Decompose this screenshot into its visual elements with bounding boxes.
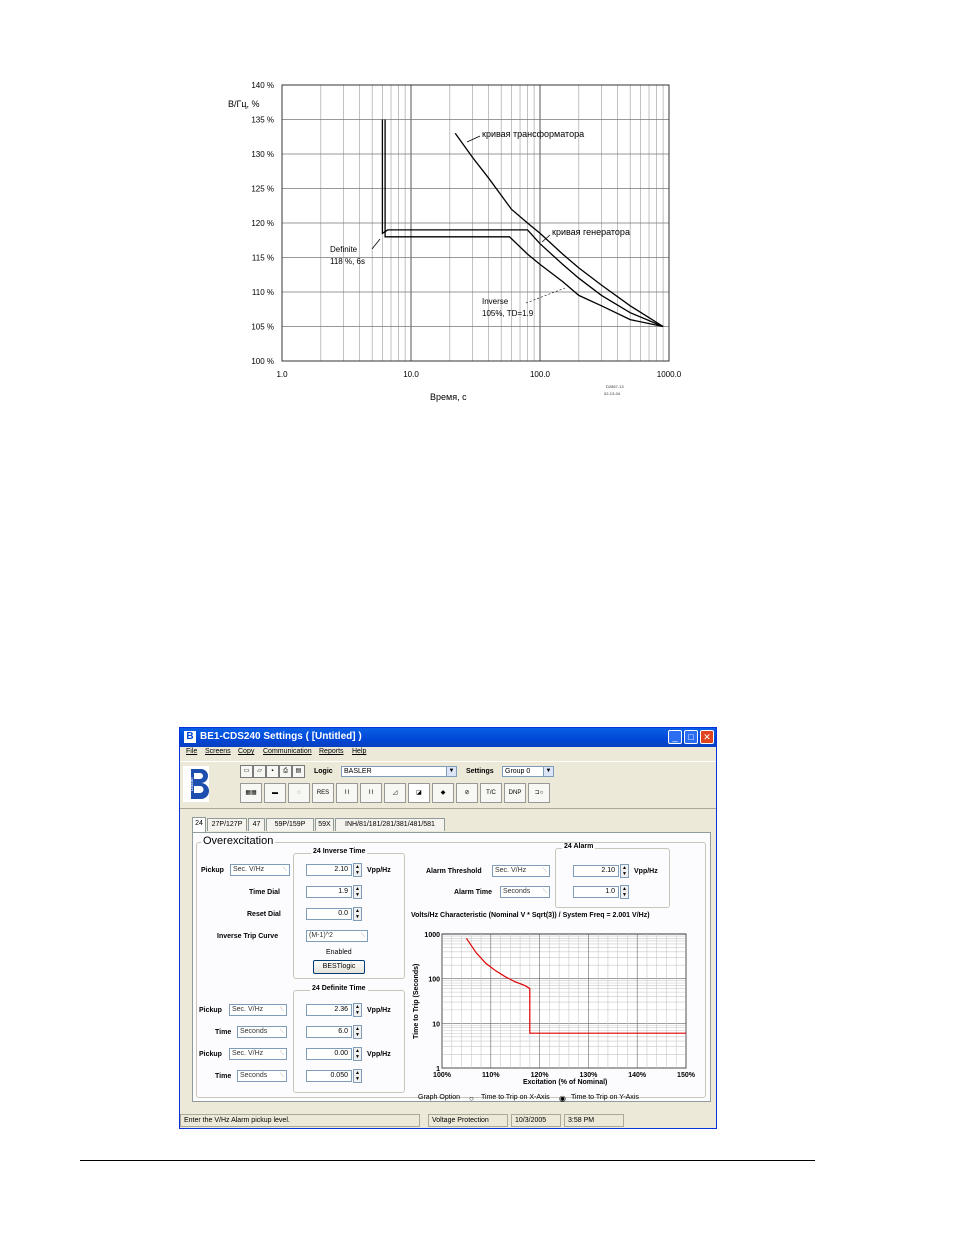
alarm-time-label: Alarm Time [454,889,492,896]
radio-y-axis-icon[interactable]: ◉ [559,1094,566,1103]
transformer-curve-arrow [467,136,480,142]
chart-annotations [330,129,630,318]
definite-time-2-spinner[interactable]: ▲ ▼ [353,1069,362,1083]
menu-communication[interactable]: Communication [263,748,312,755]
status-mode: Voltage Protection [428,1114,508,1127]
inverse-pickup-unit: Vpp/Hz [367,867,391,874]
status-hint: Enter the V/Hz Alarm pickup level. [180,1114,420,1127]
menu-copy[interactable]: Copy [238,748,255,755]
menu-help[interactable]: Help [352,748,367,755]
y-tick-label: 105 % [251,322,274,332]
alarm-time-spinner[interactable]: ▲ ▼ [620,885,629,899]
y-tick-label: 135 % [251,115,274,125]
reset-dial-label: Reset Dial [247,911,281,918]
y-tick-label: 100 % [251,357,274,366]
minimize-button[interactable]: _ [668,730,682,744]
settings-group-select[interactable]: Group 0 ▼ [502,766,554,777]
time-dial-label: Time Dial [249,889,280,896]
status-time: 3:58 PM [564,1114,624,1127]
graph-x-tick-label: 100% [433,1072,451,1079]
graph-plot-area [442,934,686,1068]
graph-x-tick-label: 150% [677,1072,695,1079]
figure-code-date: 02-13-04 [604,391,621,396]
y-tick-label: 140 % [251,81,274,90]
dnp-icon[interactable]: DNP [504,783,526,803]
graph-y-tick-label: 1 [436,1066,440,1073]
radio-x-axis-icon[interactable]: ○ [469,1094,474,1103]
status-bar [180,1114,716,1128]
menu-screens[interactable]: Screens [205,748,231,755]
definite-pickup-1-spinner[interactable]: ▲ ▼ [353,1003,362,1017]
definite-label-line1: Definite [330,245,358,254]
inverse-trip-curve-select[interactable]: (M-1)^2 ⟍ [306,930,368,942]
chevron-down-icon: ▼ [446,767,456,776]
definite-time-title: 24 Definite Time [312,985,366,992]
graph-x-tick-label: 140% [628,1072,647,1079]
y-tick-label: 130 % [251,150,274,159]
chevron-down-icon: ▼ [543,767,553,776]
alarm-group [555,848,670,908]
inverse-pickup-spinner[interactable]: ▲ ▼ [353,863,362,877]
overexcitation-icon[interactable]: ◪ [408,783,430,803]
x-tick-label: 100.0 [529,370,551,379]
graph-option-label: Graph Option [418,1094,461,1101]
transformer-curve-label: кривая трансформатора [482,129,585,139]
definite-pickup-1-label: Pickup [199,1007,222,1014]
menu-reports[interactable]: Reports [319,748,344,755]
reset-icon[interactable]: RES [312,783,334,803]
selector-switch-icon[interactable]: ◌ [288,783,310,803]
tab-27p[interactable]: 27P/127P [207,818,247,831]
definite-time-2-unit-select[interactable]: Seconds ⟍ [237,1070,287,1082]
bestlogic-button[interactable]: BESTlogic [313,960,365,974]
tab-inh-81[interactable]: INH/81/181/281/381/481/581 [335,818,445,831]
overexcitation-heading: Overexcitation [203,835,274,847]
page-footer-rule [80,1160,815,1161]
hardware-module-icon[interactable]: ▬ [264,783,286,803]
y-tick-label: 125 % [251,184,274,194]
graph-plot [424,932,695,1079]
status-date: 10/3/2005 [511,1114,561,1127]
graph-x-tick-label: 130% [579,1072,598,1079]
y-tick-label: 110 % [251,288,274,297]
open-folder-icon[interactable]: ▱ [253,765,266,778]
definite-time-1-spinner[interactable]: ▲ ▼ [353,1025,362,1039]
graph-y-tick-label: 10 [432,1021,440,1029]
overexcitation-curves-chart [0,0,954,420]
alarm-time-input[interactable]: 1.0 [573,886,619,898]
settings-label: Settings [466,768,494,775]
frequency-diagram-icon[interactable]: ◿ [384,783,406,803]
save-disk-icon[interactable]: ▪ [266,765,279,778]
inverse-pickup-label: Pickup [201,867,224,874]
alarm-threshold-unit: Vpp/Hz [634,868,658,875]
inverse-trip-curve-label: Inverse Trip Curve [217,933,279,940]
definite-time-2-label: Time [215,1073,232,1080]
x-tick-label: 10.0 [403,370,419,379]
connector-plug-icon[interactable]: ⊐○ [528,783,550,803]
graph-x-tick-label: 110% [482,1072,500,1079]
inverse-time-title: 24 Inverse Time [313,848,366,855]
timer-contact-icon[interactable]: ⊘ [456,783,478,803]
definite-pickup-1-unit-select[interactable]: Sec. V/Hz ⟍ [229,1004,287,1016]
inverse-pickup-input[interactable]: 2.10 [306,864,352,876]
x-tick-label: 1.0 [276,370,288,379]
current-waveform-icon[interactable]: ⌇⌇ [336,783,358,803]
inverse-label-line1: Inverse [482,297,509,306]
definite-time-1-input[interactable]: 6.0 [306,1026,352,1038]
chart-grid [282,85,669,361]
toolbar [180,761,716,809]
alarm-threshold-spinner[interactable]: ▲ ▼ [620,864,629,878]
volts-per-hertz-graph [408,909,706,1091]
definite-pickup-2-spinner[interactable]: ▲ ▼ [353,1047,362,1061]
alarm-time-unit-select[interactable]: Seconds ⟍ [500,886,550,898]
window-title: BE1-CDS240 Settings ( [Untitled] ) [200,731,362,742]
inverse-label-line2: 105%, TD=1.9 [482,309,534,318]
app-icon[interactable]: B [184,731,196,743]
graph-y-axis-label: Time to Trip (Seconds) [413,963,420,1039]
tab-59x[interactable]: 59X [315,818,334,831]
x-axis-label: Время, с [430,392,467,402]
time-dial-input[interactable]: 1.9 [306,886,352,898]
definite-pickup-2-label: Pickup [199,1051,222,1058]
close-button[interactable]: ✕ [700,730,714,744]
print-icon[interactable]: ⎙ [279,765,292,778]
definite-time-2-input[interactable]: 0.050 [306,1070,352,1082]
alarm-threshold-label: Alarm Threshold [426,868,482,875]
tab-24[interactable]: 24 [192,817,206,832]
basler-logo [183,766,209,802]
definite-time-1-unit-select[interactable]: Seconds ⟍ [237,1026,287,1038]
graph-y-tick-label: 100 [428,976,440,984]
radio-y-axis-label[interactable]: Time to Trip on Y-Axis [571,1094,639,1101]
alarm-title: 24 Alarm [564,843,594,850]
definite-pickup-2-unit-select[interactable]: Sec. V/Hz ⟍ [229,1048,287,1060]
x-tick-label: 1000.0 [656,370,682,379]
target-grid-icon[interactable]: ▦▦ [240,783,262,803]
definite-label-line2: 118 %, 6s [330,257,365,266]
inverse-arrow [526,288,565,303]
settings-panel [192,832,711,1102]
eraser-icon[interactable]: ◆ [432,783,454,803]
y-axis-label: В/Гц, % [228,99,260,109]
y-tick-label: 120 % [251,219,274,228]
logic-label: Logic [314,768,333,775]
definite-arrow [372,239,380,249]
settings-window [179,727,717,1129]
menu-file[interactable]: File [186,748,198,755]
new-file-icon[interactable]: ▭ [240,765,253,778]
graph-x-axis-label: Excitation (% of Nominal) [523,1079,608,1086]
definite-pickup-2-unit: Vpp/Hz [367,1051,391,1058]
tab-59p[interactable]: 59P/159P [266,818,314,831]
reset-dial-spinner[interactable]: ▲ ▼ [353,907,362,921]
print-preview-icon[interactable]: ▤ [292,765,305,778]
tab-47[interactable]: 47 [248,818,265,831]
time-dial-spinner[interactable]: ▲ ▼ [353,885,362,899]
alarm-threshold-unit-select[interactable]: Sec. V/Hz ⟍ [492,865,550,877]
graph-x-tick-label: 120% [530,1072,549,1079]
radio-x-axis-label[interactable]: Time to Trip on X-Axis [481,1094,550,1101]
figure-code: D2857-13 [606,384,624,389]
generator-curve-label: кривая генератора [552,227,630,237]
graph-title: Volts/Hz Characteristic (Nominal V * Sqrt(3)) / System Freq = 2.001 V/Hz) [411,912,650,919]
svg-text:Basler: Basler [189,776,195,791]
reset-dial-input[interactable]: 0.0 [306,908,352,920]
tpc-icon[interactable]: T/C [480,783,502,803]
alarm-threshold-input[interactable]: 2.10 [573,865,619,877]
definite-time-1-label: Time [215,1029,232,1036]
inverse-pickup-unit-select[interactable]: Sec. V/Hz ⟍ [230,864,290,876]
definite-pickup-2-input[interactable]: 0.00 [306,1048,352,1060]
graph-y-tick-label: 1000 [424,932,440,939]
logic-select[interactable]: BASLER ▼ [341,766,457,777]
title-bar[interactable] [180,728,716,747]
maximize-button[interactable]: □ [684,730,698,744]
definite-pickup-1-unit: Vpp/Hz [367,1007,391,1014]
definite-pickup-1-input[interactable]: 2.36 [306,1004,352,1016]
y-tick-label: 115 % [251,253,274,263]
menu-bar [180,747,716,759]
voltage-waveform-icon[interactable]: ⌇⌇ [360,783,382,803]
enabled-text: Enabled [326,949,352,956]
